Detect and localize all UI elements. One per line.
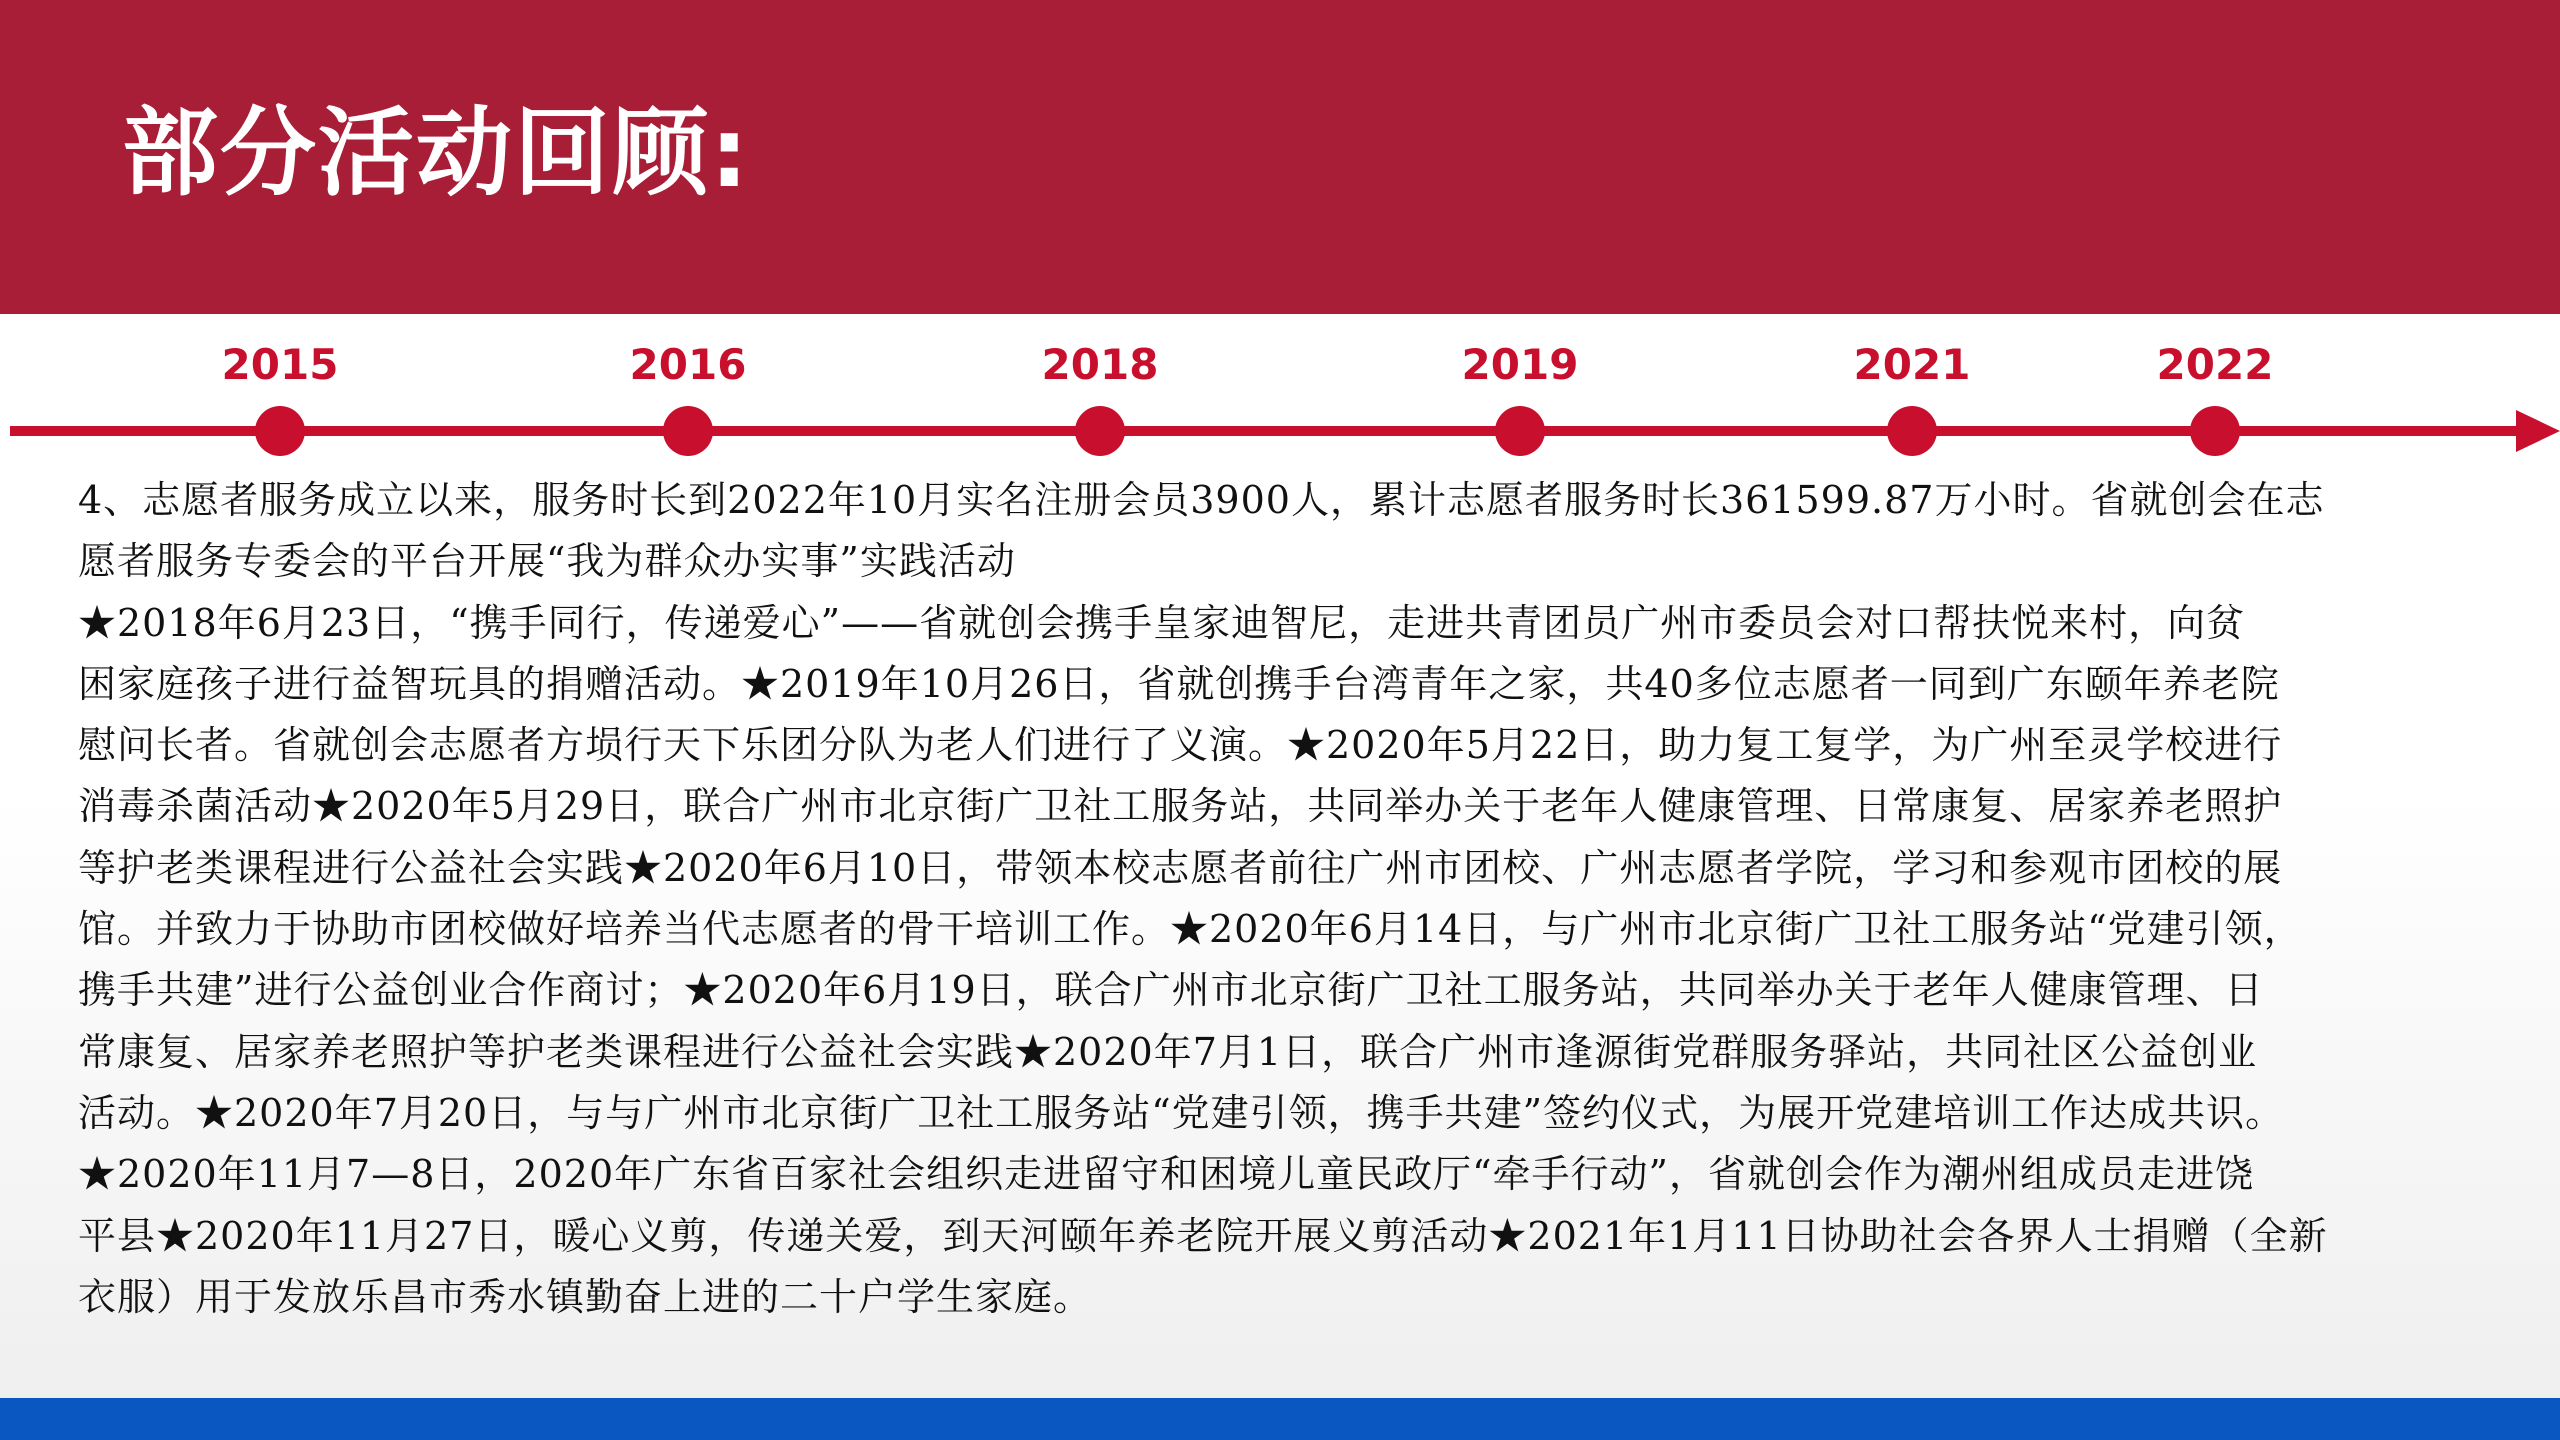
bottom-bar <box>0 1398 2560 1440</box>
slide-title: 部分活动回顾: <box>122 97 751 209</box>
timeline-point-2019 <box>1420 320 1620 460</box>
timeline-arrow-icon <box>2516 410 2560 452</box>
timeline-point-2016 <box>588 320 788 460</box>
timeline-dot-icon <box>2190 406 2240 456</box>
timeline-dot-icon <box>663 406 713 456</box>
timeline-year-label: 2021 <box>1853 340 1971 389</box>
timeline <box>0 320 2560 470</box>
timeline-dot-icon <box>1887 406 1937 456</box>
activity-description: 4、志愿者服务成立以来，服务时长到2022年10月实名注册会员3900人，累计志愿者服务时长361599.87万小时。省就创会在志 愿者服务专委会的平台开展“我为群众办实事”实践活动 ★2018年6月23日，“携手同行，传递爱心”——省就创会携手皇家迪智尼，走进共青团员广州市委员会对口帮扶悦来村，向贫 困家庭孩子进行益智玩具的捐赠活动。★2019年10月26日，省就创携手台湾青年之家，共40多位志愿者一同到广东颐年养老院 慰问长者。省就创会志愿者方埙行天下乐团分队为老人们进行了义演。★2020年5月22日，助力复工复学，为广州至灵学校进行 消毒杀菌活动★2020年5月29日，联合广州市北京街广卫社工服务站，共同举办关于老年人健康管理、日常康复、居家养老照护 等护老类课程进行公益社会实践★2020年6月10日，带领本校志愿者前往广州市团校、广州志愿者学院，学习和参观市团校的展 馆。并致力于协助市团校做好培养当代志愿者的骨干培训工作。★2020年6月14日，与广州市北京街广卫社工服务站“党建引领， 携手共建”进行公益创业合作商讨；★2020年6月19日，联合广州市北京街广卫社工服务站，共同举办关于老年人健康管理、日 常康复、居家养老照护等护老类课程进行公益社会实践★2020年7月1日，联合广州市逢源街党群服务驿站，共同社区公益创业 活动。★2020年7月20日，与与广州市北京街广卫社工服务站“党建引领，携手共建”签约仪式，为展开党建培训工作达成共识。 ★2020年11月7—8日，2020年广东省百家社会组织走进留守和困境儿童民政厅“牵手行动”，省就创会作为潮州组成员走进饶 平县★2020年11月27日，暖心义剪，传递关爱，到天河颐年养老院开展义剪活动★2021年1月11日协助社会各界人士捐赠（全新 衣服）用于发放乐昌市秀水镇勤奋上进的二十户学生家庭。 <box>78 478 2328 1319</box>
timeline-point-2021 <box>1812 320 2012 460</box>
timeline-point-2022 <box>2115 320 2315 460</box>
timeline-year-label: 2015 <box>221 340 339 389</box>
timeline-dot-icon <box>1075 406 1125 456</box>
timeline-point-2018 <box>1000 320 1200 460</box>
timeline-year-label: 2019 <box>1461 340 1579 389</box>
timeline-year-label: 2022 <box>2156 340 2274 389</box>
timeline-dot-icon <box>255 406 305 456</box>
header-band <box>0 0 2560 314</box>
timeline-year-label: 2016 <box>629 340 747 389</box>
timeline-year-label: 2018 <box>1041 340 1159 389</box>
timeline-point-2015 <box>180 320 380 460</box>
timeline-dot-icon <box>1495 406 1545 456</box>
